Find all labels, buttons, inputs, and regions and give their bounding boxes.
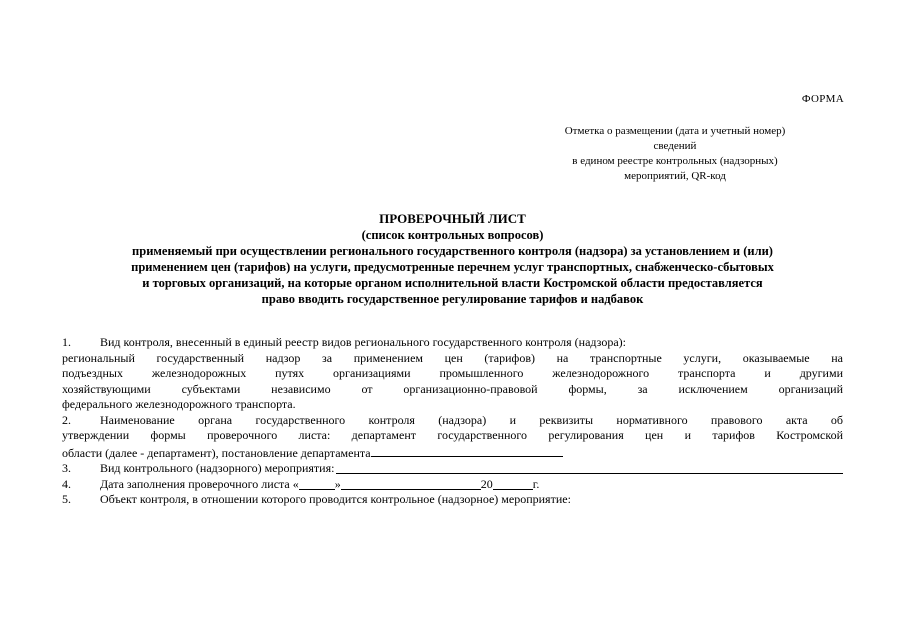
item-number: 3. [62,461,71,475]
item-number: 2. [62,412,71,427]
document-subtitle: (список контрольных вопросов) [361,228,544,242]
document-body [62,335,843,508]
registration-mark-line: мероприятий, QR-код [624,170,726,182]
item-2-line: Наименование органа государственного контроля (надзора) и реквизиты нормативного правового акта об [100,412,843,427]
item-5-row [62,492,843,508]
item-4-quote-close: » [334,476,341,491]
resolution-blank-field[interactable] [371,444,563,457]
form-label: ФОРМА [801,93,844,105]
registration-mark-line: в едином реестре контрольных (надзорных) [572,155,778,167]
item-2-line-3 [62,444,843,462]
item-3-row [62,461,843,477]
registration-mark-line: Отметка о размещении (дата и учетный номер) [564,125,786,137]
control-type-blank-field[interactable] [336,461,843,474]
item-1-text-line: подъездных железнодорожных путях организациями промышленного железнодорожного транспорта и другими [62,366,843,380]
item-number: 1. [62,335,71,349]
item-5-text: Объект контроля, в отношении которого проводится контрольное (надзорное) мероприятие: [100,492,571,506]
item-1-text-line: региональный государственный надзор за применением цен (тарифов) на транспортные услуги, оказываемые на [62,350,843,365]
item-number: 4. [62,476,71,491]
item-number: 5. [62,492,71,506]
day-blank-field[interactable] [299,477,335,490]
item-1-text-line: хозяйствующими субъектами независимо от организационно-правовой формы, за исключением организаций [62,381,843,396]
item-2-row [62,413,843,429]
item-4-row [62,477,843,493]
heading-line: право вводить государственное регулирование тарифов и надбавок [261,292,644,306]
item-3-text: Вид контрольного (надзорного) мероприятия: [100,461,335,475]
year-blank-field[interactable] [493,477,533,490]
item-4-text: Дата заполнения проверочного листа « [100,476,299,491]
registration-mark-line: сведений [653,140,697,152]
item-2-line: области (далее - департамент), постановление департамента [62,445,371,460]
registration-mark [520,124,830,184]
month-blank-field[interactable] [341,477,481,490]
heading-line: применением цен (тарифов) на услуги, предусмотренные перечнем услуг транспортных, снабженческо-сбытовых [131,260,774,274]
heading-line: применяемый при осуществлении регионального государственного контроля (надзора) за установлением и (или) [132,244,773,258]
heading-line: и торговых организаций, на которые органом исполнительной власти Костромской области предоставляется [142,276,763,290]
item-4-year-prefix: 20 [480,476,493,491]
item-1-title: Вид контроля, внесенный в единый реестр видов регионального государственного контроля (надзора): [100,335,627,349]
item-1-text-line: федерального железнодорожного транспорта. [62,397,296,411]
item-4-suffix: г. [532,476,540,491]
item-1-title-row [62,335,843,351]
item-2-line: утверждении формы проверочного листа: департамент государственного регулирования цен и тарифов Костромской [62,428,843,442]
document-heading [50,211,855,307]
document-title: ПРОВЕРОЧНЫЙ ЛИСТ [379,211,526,226]
